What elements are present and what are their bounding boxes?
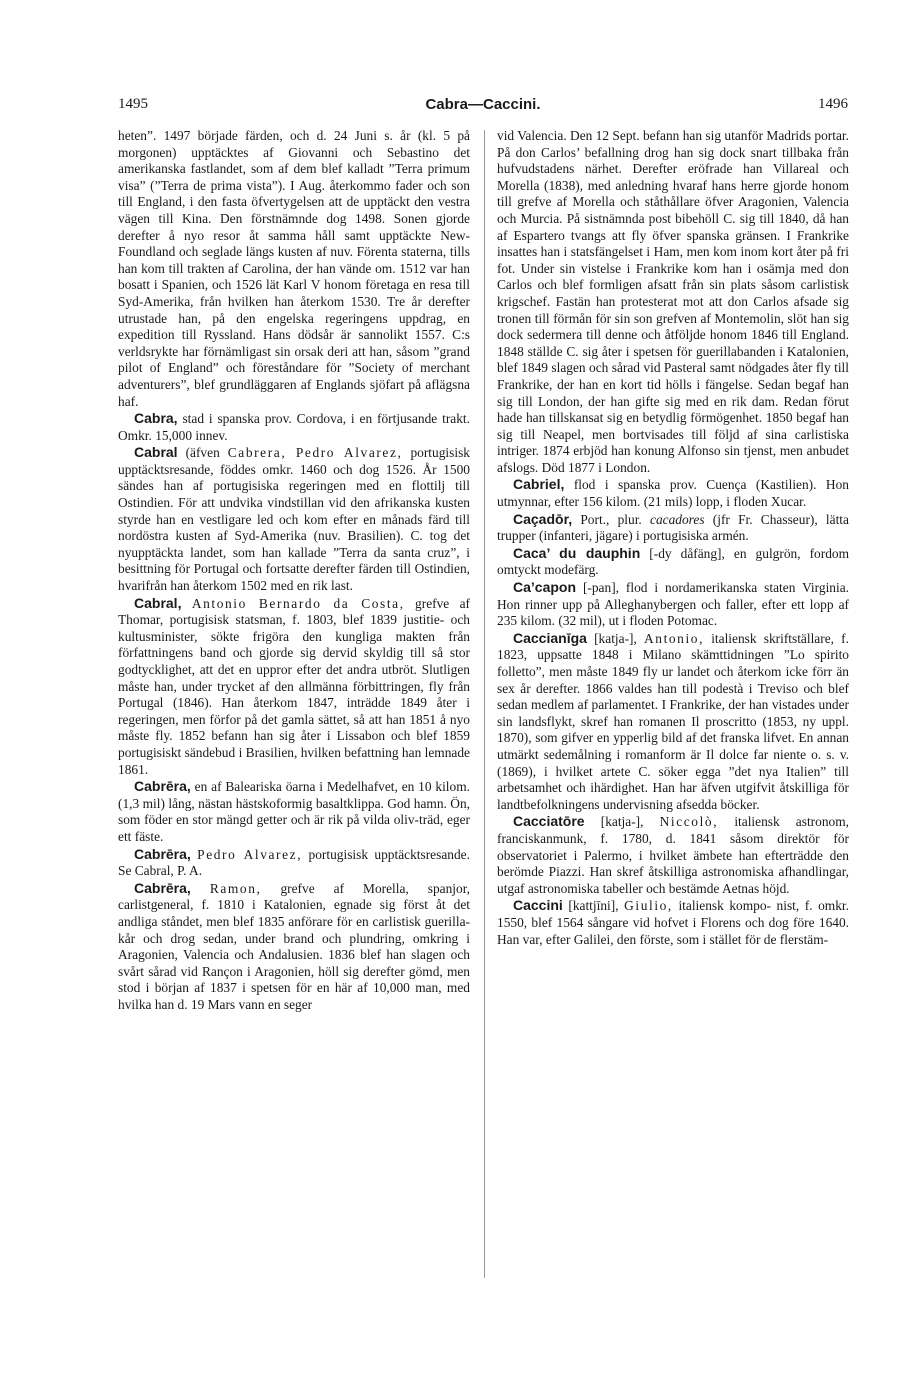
entry-headword: Caccini (513, 897, 563, 914)
person-name: Ramon, (209, 880, 262, 896)
entry-cabral-pedro: Cabral (äfven Cabrera, Pedro Alvarez, portugisisk upptäcktsresande, föddes omkr. 1460 och dog 1526. År 1500 sändes han af portugisiska regeringen med en flottilj till Ostindien. För att undvika vindstillan vid den afrikanska kusten styrde han en vestligare led och kom efter en månads färd till nordöstra kusten af Syd-Amerika (nuv. Brasilien). C. tog det nyupptäckta landet, som han kallade ”Terra da santa cruz”, i besittning för Portugal och fortsatte derefter färden till Ostindien, hvarifrån han återkom 1502 med en rik last. (118, 444, 470, 594)
entry-headword: Cacciatōre (513, 813, 585, 830)
person-name: Antonio, (644, 630, 705, 646)
entry-cacapon: Ca’capon [-pan], flod i nordamerikanska staten Virginia. Hon rinner upp på Alleghanybergen och faller, efter ett lopp af 235 kilom. (32 mil), ut i floden Potomac. (497, 579, 849, 629)
column-divider (484, 130, 485, 1278)
entry-cacciatore: Cacciatōre [katja-], Niccolò, italiensk astronom, franciskanmunk, f. 1780, d. 1841 såsom direktör för observatoriet i Palermo, i hvilket ämbete han efterträdde den berömde Piazzi. Han skref åtskilliga astronomiska afhandlingar, utgaf astronomiska tabeller och bestämde Aetnas höjd. (497, 813, 849, 896)
person-name: Pedro Alvarez, (197, 846, 303, 862)
entry-headword: Ca’capon (513, 579, 577, 596)
entry-cabral-antonio: Cabral, Antonio Bernardo da Costa, grefve af Thomar, portugisisk statsman, f. 1803, blef 1839 justitie- och kultusminister, sökte frigöra den kungliga makten från författningens band och gjorde sig dervid skyldig till så stor godtycklighet, att det en uppror efter det andra utbröt. Slutligen måste han, under trycket af den allmänna förbittringen, fly från Portugal (1846). Han återkom 1847, inträdde 1849 åter i regeringen, men förfor på det gamla sättet, så att han 1851 å nyo måste fly. 1852 befann han sig åter i Lissabon och blef 1859 portugisiskt sändebud i Brasilien, hvilken befattning han lemnade 1861. (118, 594, 470, 777)
entry-headword: Cabrēra, (134, 879, 191, 896)
entry-headword: Cabra, (134, 410, 178, 427)
entry-cabrera-island: Cabrēra, en af Baleariska öarna i Medelhafvet, en 10 kilom. (1,3 mil) lång, nästan hästskoformig basaltklippa. God hamn. Ön, som föder en stor mängd getter och är rik på vilda oliv-träd, eger ett fäste. (118, 778, 470, 844)
entry-headword: Cabrēra, (134, 778, 191, 795)
person-name: Antonio Bernardo da Costa, (191, 595, 405, 611)
person-name: Niccolò, (659, 814, 719, 830)
entry-caccini: Caccini [kattjīni], Giulio, italiensk kompo- nist, f. omkr. 1550, blef 1564 sångare vid hofvet i Florens och dog före 1640. Han var, efter Galilei, den förste, som i stället för de flerstäm- (497, 897, 849, 947)
entry-headword: Caccianīga (513, 629, 587, 646)
entry-caccianiga: Caccianīga [katja-], Antonio, italiensk skriftställare, f. 1823, uppsatte 1848 i Milano skämttidningen ”Lo spirito folletto”, men måste 1849 fly ur landet och återkom icke förr än sex år derefter. 1866 valdes han till podestà i Treviso och blef sedan medlem af parlamentet. I Frankrike, der han vistades under sin landsflykt, skref han romanen Il proscritto (1853, ny uppl. 1870), som gifver en ypperlig bild af det franska lifvet. En annan utmärkt sedemålning i romanform är Il dolce far niente o. s. v. (1869), i hvilket artete C. söker egga ”det nya Italien” till arbetsamhet och ihärdighet. Han har äfven utgifvit åtskilliga för landtbefolkningens undervisning afsedda böcker. (497, 629, 849, 812)
person-name: Cabrera, Pedro Alvarez, (227, 445, 403, 461)
right-column (497, 128, 849, 948)
person-name: Giulio, (624, 898, 673, 914)
entry-cabriel: Cabriel, flod i spanska prov. Cuença (Kastilien). Hon utmynnar, efter 156 kilom. (21 mils) lopp, i floden Xucar. (497, 476, 849, 510)
entry-cabra: Cabra, stad i spanska prov. Cordova, i en förtjusande trakt. Omkr. 15,000 innev. (118, 410, 471, 443)
left-page-number: 1495 (118, 96, 148, 112)
entry-headword: Caca’ du dauphin (513, 544, 641, 561)
right-page-number: 1496 (818, 96, 848, 112)
entry-headword: Cabriel, (513, 476, 565, 493)
entry-headword: Caçadōr, (513, 510, 573, 527)
entry-headword: Cabral (134, 444, 178, 461)
left-column (118, 128, 470, 1013)
running-head: Cabra—Caccini. (425, 96, 541, 113)
entry-cabrera-ramon: Cabrēra, Ramon, grefve af Morella, spanjor, carlistgeneral, f. 1810 i Katalonien, egnade sig först åt det andliga ståndet, men blef 1835 anförare för en carlistisk guerilla-kår och drog sedan, under brand och plundring, omkring i Aragonien, Valencia och Andalusien. 1836 blef han slagen och svårt sårad vid Rançon i Aragonien, höll sig derefter gömd, men stod i början af 1837 i spetsen för en här af 10,000 man, med hvilka han d. 19 Mars vann en seger (118, 879, 470, 1012)
entry-headword: Cabral, (134, 594, 182, 611)
entry-caca-du-dauphin: Caca’ du dauphin [-dy dåfäng], en gulgrön, fordom omtyckt modefärg. (497, 544, 849, 578)
entry-continuation: heten”. 1497 började färden, och d. 24 Juni s. år (kl. 5 på morgonen) upptäcktes af Giovanni och Sebastino det amerikanska fastlandet, som af dem blef kalladt ”Terra primum visa” (”Terra de prima vista”). I Aug. återkommo fader och son till England, i den fasta öfvertygelsen att de upptäckt den vestra vägen till Kina. Den förstnämnde dog 1498. Sonen gjorde derefter å nyo resor åt samma håll samt upptäckte New-Foundland och seglade längs kusten af nuv. Förenta staterna, tills han kom till trakten af Carolina, der han vände om. 1512 var han bosatt i Spanien, och 1526 lät Karl V honom företaga en resa till Syd-Amerika, från hvilken han återkom 1530. Tre år derefter utrustade han, på den engelska regeringens uppdrag, en expedition till Ryssland. Hans dödsår är sannolikt 1557. C:s verldsrykte har förnämligast sin orsak deri att han, såsom ”grand pilot of England” och föreståndare för ”Society of merchant adventurers”, blef grundläggaren af Englands sjöfart på aflägsna haf. (118, 128, 470, 409)
entry-continuation: vid Valencia. Den 12 Sept. befann han sig utanför Madrids portar. På don Carlos’ befallning drog han sig dock snart tillbaka från hufvudstadens närhet. Derefter eröfrade han Villareal och Morella (1838), med anledning hvaraf hans herre gjorde honom till grefve af Morella och ståthållare öfver Aragonien, Valencia och Murcia. På sistnämnda post bibehöll C. sig till 1840, då han af Espartero tvangs att fly öfver spanska gränsen. I Frankrike insattes han i statsfängelset i Ham, men kom inom kort åter på fri fot. Under sin vistelse i Frankrike kom han i osämja med don Carlos och blef formligen afsatt från sin plats såsom carlistisk krigschef. Fastän han protesterat mot att don Carlos afsade sig tronen till förmån för sin son grefven af Montemolin, slöt han sig dock sedermera till denne och åtföljde honom 1846 till England. 1848 ställde C. sig åter i spetsen för guerillabanden i Katalonien, blef 1849 slagen och sårad vid Pasteral samt nödgades åter fly till Frankrike, der han en kort tid hölls i fängelse. Sedan begaf han sig till London, der han gifte sig med en rik dam. Redan förut hade han tillskansat sig en betydlig förmögenhet. 1850 begaf han sig till Neapel, men bortvisades till följd af sina carlistiska intriger. 1874 erbjöd han konung Alfonso sin tjenst, men anbudet afslogs. Död 1877 i London. (497, 128, 849, 475)
entry-headword: Cabrēra, (134, 845, 191, 862)
entry-cacador: Caçadōr, Port., plur. cacadores (jfr Fr. Chasseur), lätta trupper (infanteri, jägare) i portugisiska armén. (497, 510, 849, 544)
entry-cabrera-pedro: Cabrēra, Pedro Alvarez, portugisisk upptäcktsresande. Se Cabral, P. A. (118, 845, 470, 879)
page-header (118, 96, 848, 118)
italic-term: cacadores (650, 511, 705, 527)
